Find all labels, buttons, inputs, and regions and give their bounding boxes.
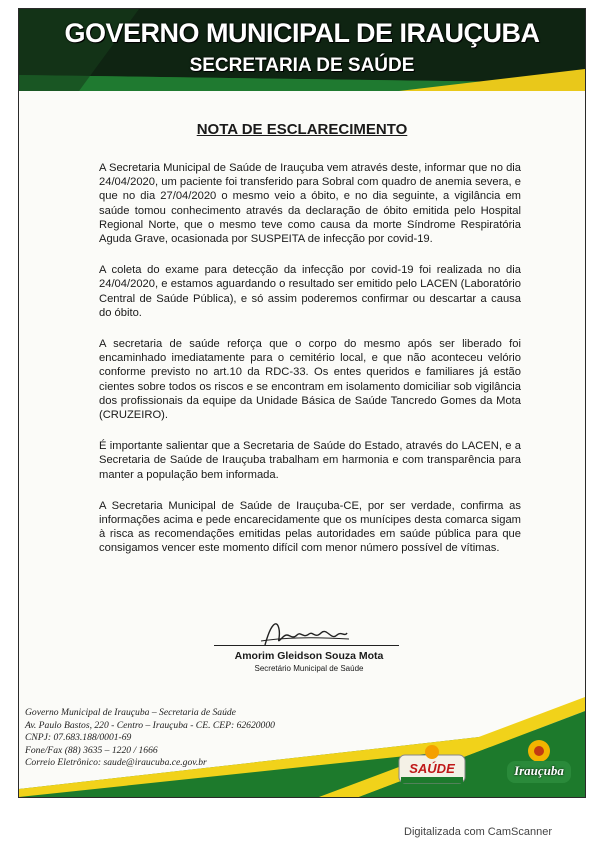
footer-line-cnpj: CNPJ: 07.683.188/0001-69	[25, 732, 132, 744]
paragraph-3: A secretaria de saúde reforça que o corpo do mesmo após ser liberado foi encaminhado imediatamente para o cemitério local, e que não aconteceu velório conforme previsto no art.10 da RDC-33. Os entes queridos e familiares já estão cientes sobre todos os riscos e se encontram em isolamento domiciliar sob vigilância dos profissionais da equipe da Unidade Básica de Saúde Tancredo Gomes da Mota (CRUZEIRO).	[99, 338, 521, 422]
footer	[19, 697, 585, 797]
saude-logo-text: SAÚDE	[409, 761, 455, 776]
scanner-watermark: Digitalizada com CamScanner	[404, 826, 552, 838]
footer-line-address: Av. Paulo Bastos, 220 - Centro – Irauçuba - CE. CEP: 62620000	[25, 719, 275, 731]
footer-line-organization: Governo Municipal de Irauçuba – Secretaria de Saúde	[25, 707, 236, 718]
note-title-text: NOTA DE ESCLARECIMENTO	[196, 121, 408, 138]
note-body	[99, 161, 521, 573]
iracuba-logo-text: Irauçuba	[514, 763, 564, 778]
secretariat-subtitle: SECRETARIA DE SAÚDE	[189, 55, 415, 76]
signatory-role: Secretário Municipal de Saúde	[254, 664, 364, 673]
footer-line-phone: Fone/Fax (88) 3635 – 1220 / 1666	[25, 744, 158, 756]
signatory-name: Amorim Gleidson Souza Mota	[234, 650, 384, 662]
paragraph-4: É importante salientar que a Secretaria de Saúde do Estado, através do LACEN, e a Secretaria de Saúde de Irauçuba trabalham em harmonia e com transparência para manter a população bem informada.	[99, 440, 521, 481]
government-title: GOVERNO MUNICIPAL DE IRAUÇUBA	[64, 18, 540, 48]
signature-line	[214, 645, 399, 646]
note-title	[19, 121, 585, 138]
header-banner	[19, 9, 585, 91]
footer-contact	[25, 707, 385, 770]
paragraph-1: A Secretaria Municipal de Saúde de Irauçuba vem através deste, informar que no dia 24/04/2020, um paciente foi transferido para Sobral com quadro de anemia severa, e que no dia 27/04/2020 o mesmo veio a óbito, e no dia seguinte, a vigilância em saúde tomou conhecimento através da declaração de óbito emitida pelo Hospital Regional Norte, que o mesmo teve como causa da morte Síndrome Respiratória Aguda Grave, ocasionada por SUSPEITA de infecção por covid-19.	[99, 162, 521, 246]
paragraph-5: A Secretaria Municipal de Saúde de Irauçuba-CE, por ser verdade, confirma as informações acima e pede encarecidamente que os munícipes desta comarca sigam à risca as recomendações emitidas pelas autoridades em saúde pública para que consigamos vencer este momento difícil com menor número possível de vítimas.	[99, 499, 521, 555]
iracuba-logo	[503, 737, 575, 789]
paragraph-2: A coleta do exame para detecção da infecção por covid-19 foi realizada no dia 24/04/2020, e estamos aguardando o resultado ser emitido pelo LACEN (Laboratório Central de Saúde Pública), e só assim poderemos confirmar ou descartar a causa do óbito.	[99, 264, 521, 319]
footer-line-email: Correio Eletrônico: saude@iraucuba.ce.gov.br	[25, 757, 207, 769]
document-page	[18, 8, 586, 798]
saude-logo	[397, 743, 467, 787]
